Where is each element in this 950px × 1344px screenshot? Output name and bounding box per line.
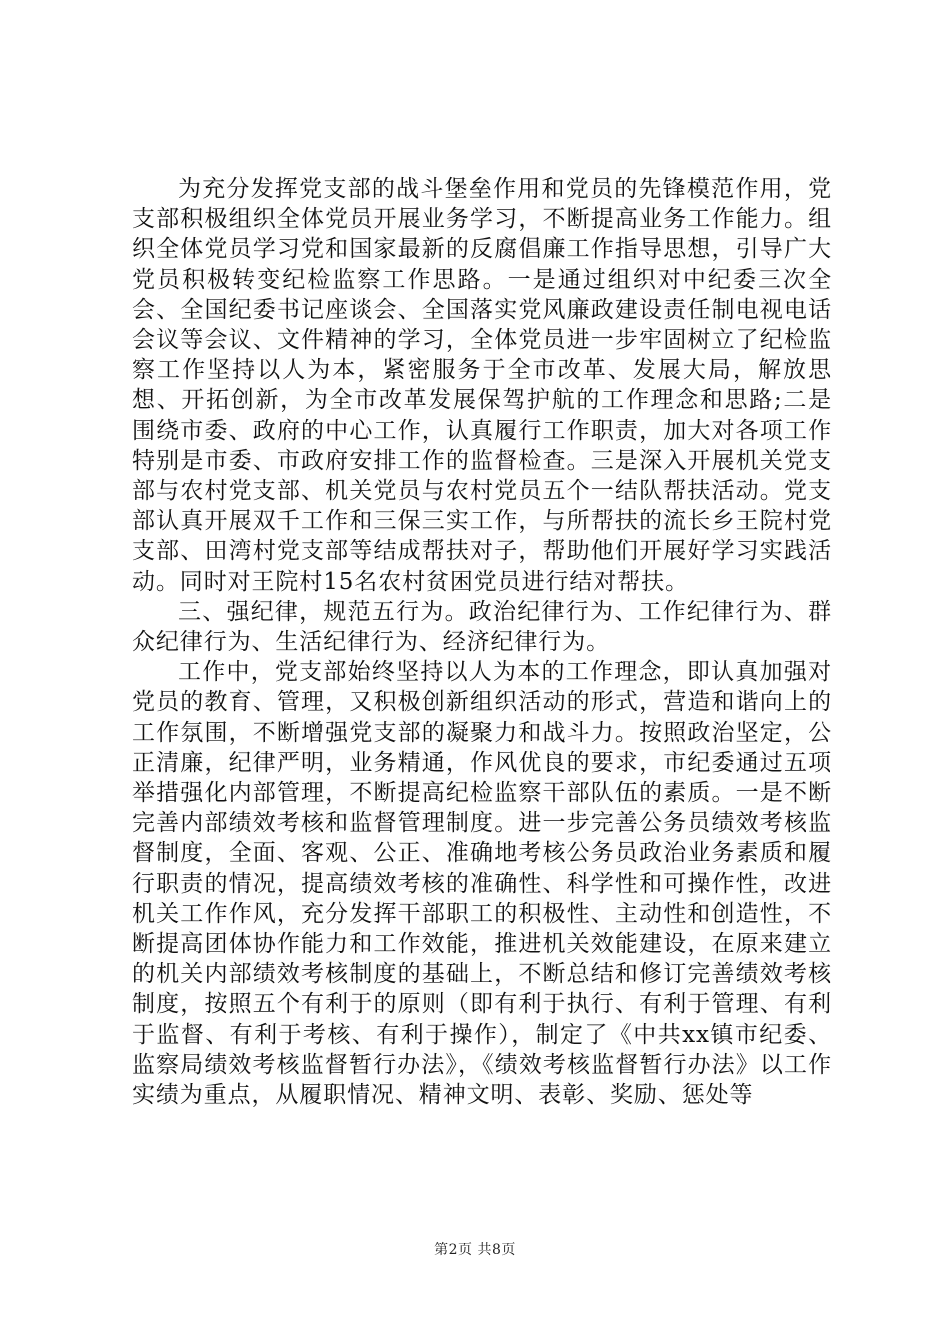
document-body [132,174,832,1110]
paragraph-internal-management: 工作中，党支部始终坚持以人为本的工作理念，即认真加强对党员的教育、管理，又积极创新组织活动的形式，营造和谐向上的工作氛围，不断增强党支部的凝聚力和战斗力。按照政治坚定，公正清廉，纪律严明，业务精通，作风优良的要求，市纪委通过五项举措强化内部管理，不断提高纪检监察干部队伍的素质。一是不断完善内部绩效考核和监督管理制度。进一步完善公务员绩效考核监督制度，全面、客观、公正、准确地考核公务员政治业务素质和履行职责的情况，提高绩效考核的准确性、科学性和可操作性，改进机关工作作风，充分发挥干部职工的积极性、主动性和创造性，不断提高团体协作能力和工作效能，推进机关效能建设，在原来建立的机关内部绩效考核制度的基础上，不断总结和修订完善绩效考核制度，按照五个有利于的原则（即有利于执行、有利于管理、有利于监督、有利于考核、有利于操作），制定了《中共xx镇市纪委、监察局绩效考核监督暂行办法》，《绩效考核监督暂行办法》以工作实绩为重点，从履职情况、精神文明、表彰、奖励、惩处等 [132,659,832,1109]
paragraph-party-branch-study: 为充分发挥党支部的战斗堡垒作用和党员的先锋模范作用，党支部积极组织全体党员开展业务学习，不断提高业务工作能力。组织全体党员学习党和国家最新的反腐倡廉工作指导思想，引导广大党员积极转变纪检监察工作思路。一是通过组织对中纪委三次全会、全国纪委书记座谈会、全国落实党风廉政建设责任制电视电话会议等会议、文件精神的学习，全体党员进一步牢固树立了纪检监察工作坚持以人为本，紧密服务于全市改革、发展大局，解放思想、开拓创新，为全市改革发展保驾护航的工作理念和思路;二是围绕市委、政府的中心工作，认真履行工作职责，加大对各项工作特别是市委、市政府安排工作的监督检查。三是深入开展机关党支部与农村党支部、机关党员与农村党员五个一结队帮扶活动。党支部认真开展双千工作和三保三实工作，与所帮扶的流长乡王院村党支部、田湾村党支部等结成帮扶对子，帮助他们开展好学习实践活动。同时对王院村15名农村贫困党员进行结对帮扶。 [132,176,832,595]
paragraph-discipline-behaviors: 三、强纪律，规范五行为。政治纪律行为、工作纪律行为、群众纪律行为、生活纪律行为、经济纪律行为。 [132,598,832,656]
page-footer [0,1241,950,1259]
page-number: 第2页 共8页 [434,1242,516,1258]
